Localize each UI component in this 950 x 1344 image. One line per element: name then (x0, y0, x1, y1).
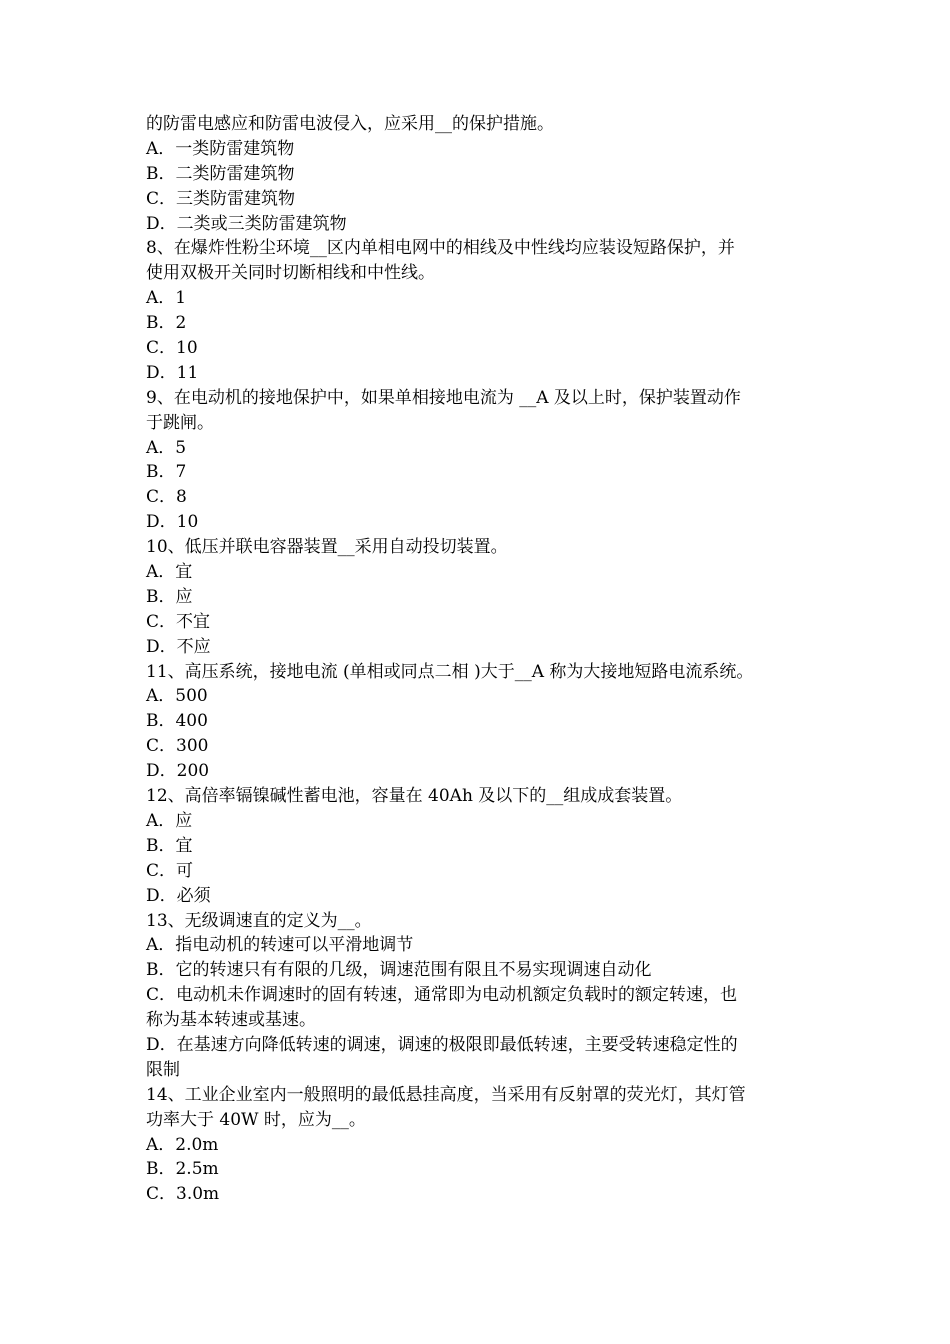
text-line: 限制 (146, 1059, 180, 1080)
text-line: D．10 (146, 512, 199, 533)
text-line: D．必须 (146, 885, 211, 906)
text-line: 的防雷电感应和防雷电波侵入，应采用__的保护措施。 (146, 114, 554, 134)
text-line: A．一类防雷建筑物 (146, 138, 295, 159)
text-line: A．宜 (146, 562, 193, 583)
text-line: B．2.5m (146, 1159, 219, 1180)
text-line: 使用双极开关同时切断相线和中性线。 (146, 263, 435, 284)
text-line: D．200 (146, 761, 210, 782)
text-line: B．7 (146, 462, 187, 483)
text-line: 12、高倍率镉镍碱性蓄电池，容量在 40Ah 及以下的__组成成套装置。 (146, 786, 683, 807)
text-line: 功率大于 40W 时，应为__。 (146, 1109, 366, 1130)
text-line: D．二类或三类防雷建筑物 (146, 213, 347, 234)
text-line: C．不宜 (146, 611, 211, 632)
document-page (146, 112, 810, 1207)
text-line: 13、无级调速直的定义为__。 (146, 910, 372, 931)
text-line: B．400 (146, 711, 208, 732)
text-line: A．1 (146, 288, 187, 309)
text-line: 9、在电动机的接地保护中，如果单相接地电流为 __A 及以上时，保护装置动作 (146, 387, 741, 408)
text-line: A．500 (146, 686, 208, 707)
text-line: B．二类防雷建筑物 (146, 163, 295, 184)
text-line: 称为基本转速或基速。 (146, 1010, 316, 1031)
text-line: C．3.0m (146, 1184, 220, 1205)
text-line: B．应 (146, 586, 193, 607)
text-line: D．不应 (146, 636, 211, 657)
text-line: 10、低压并联电容器装置__采用自动投切装置。 (146, 537, 508, 558)
text-line: B．2 (146, 313, 187, 334)
text-line: C．电动机未作调速时的固有转速，通常即为电动机额定负载时的额定转速，也 (146, 985, 738, 1006)
text-line: C．10 (146, 338, 198, 359)
text-line: 11、高压系统，接地电流 (单相或同点二相 )大于__A 称为大接地短路电流系统。 (146, 661, 754, 682)
text-line: C．8 (146, 487, 187, 508)
text-line: B．宜 (146, 835, 193, 856)
text-line: 于跳闸。 (146, 412, 214, 433)
text-line: 8、在爆炸性粉尘环境__区内单相电网中的相线及中性线均应装设短路保护，并 (146, 238, 735, 259)
text-line: 14、工业企业室内一般照明的最低悬挂高度，当采用有反射罩的荧光灯，其灯管 (146, 1084, 746, 1105)
text-line: A．指电动机的转速可以平滑地调节 (146, 935, 414, 956)
text-line: C．可 (146, 860, 194, 881)
text-line: C．三类防雷建筑物 (146, 188, 296, 209)
text-line: D．在基速方向降低转速的调速，调速的极限即最低转速，主要受转速稳定性的 (146, 1034, 738, 1055)
text-line: C．300 (146, 736, 209, 757)
text-line: B．它的转速只有有限的几级，调速范围有限且不易实现调速自动化 (146, 960, 652, 981)
text-line: A．应 (146, 810, 193, 831)
text-line: A．2.0m (146, 1134, 219, 1155)
text-line: A．5 (146, 437, 187, 458)
text-line: D．11 (146, 362, 199, 383)
